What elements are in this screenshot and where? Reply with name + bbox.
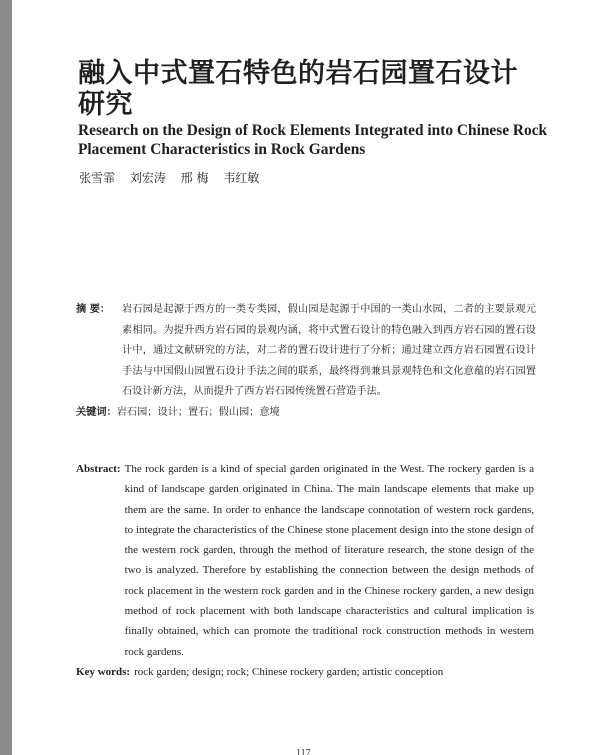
author-list [79,169,270,186]
abstract-zh-text: 岩石园是起源于西方的一类专类园，假山园是起源于中国的一类山水园，二者的主要景观元素相同。为提升西方岩石园的景观内涵，将中式置石设计的特色融入到西方岩石园的置石设计中，通过文献研究的方法，对二者的置石设计进行了分析；通过建立西方岩石园置石设计手法与中国假山园置石设计手法之间的联系，最终得到兼具景观特色和文化意蕴的岩石园置石设计新方法，从而提升了西方岩石园传统置石营造手法。 [122,304,536,397]
abstract-chinese-section [76,300,536,423]
author-2: 刘宏涛 [129,171,166,185]
abstract-en-text: The rock garden is a kind of special garden originated in the West. The rockery garden is a kind of landscape garden originated in China. The main landscape elements that make up them are the same. In order to enhance the landscape connotation of western rock gardens, to integrate the characteristics of the Chinese stone placement design into the stone design of the western rock garden, through the method of literature research, the stone design of the two is analyzed. Therefore by establishing the connection between the design methods of rock placement in the western rock garden and in the Chinese rockery garden, a new design method of rock placement with both landscape characteristics and cultural implication is finally obtained, which can promote the traditional rock construction methods in western rock gardens. [124,463,534,658]
author-1: 张雪霏 [79,171,116,185]
keywords-en-label: Key words: [76,665,131,678]
title-chinese: 融入中式置石特色的岩石园置石设计研究 [78,58,518,120]
keywords-en-text: rock garden; design; rock; Chinese rockery garden; artistic conception [134,665,444,678]
keywords-zh-text: 岩石园；设计；置石；假山园；意境 [116,406,280,418]
author-3: 邢 梅 [180,171,209,185]
abstract-en-label: Abstract: [76,463,121,475]
abstract-zh-label: 摘 要： [76,304,111,315]
abstract-english-section [76,459,534,682]
author-4: 韦红敏 [223,171,260,185]
paper-page [12,0,600,755]
title-english: Research on the Design of Rock Elements Integrated into Chinese Rock Placement Characteristics in Rock Gardens [78,122,548,158]
keywords-zh-label: 关键词： [76,406,117,418]
page-number: 117 [296,748,311,755]
